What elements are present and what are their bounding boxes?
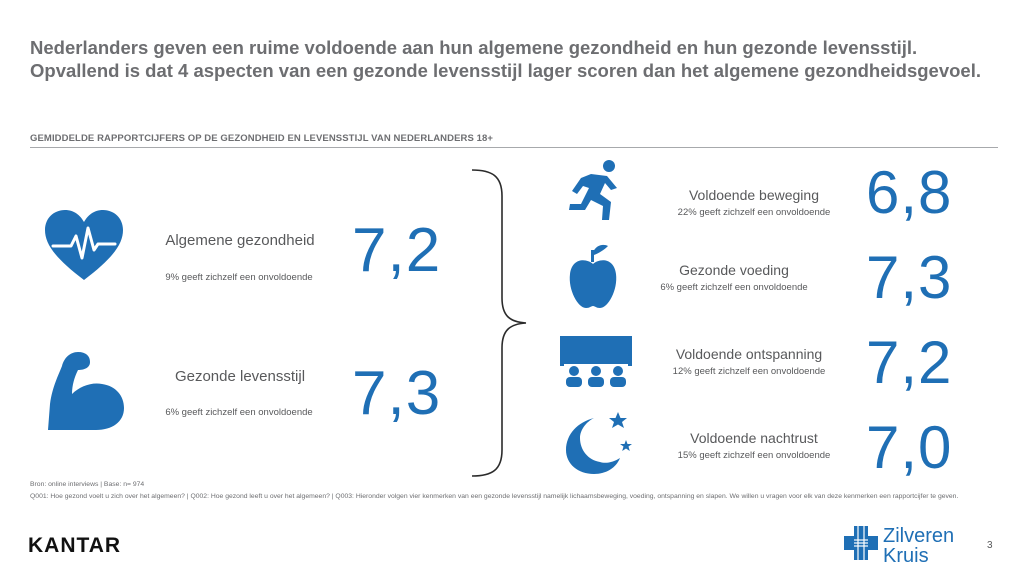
left-item-2-note: 6% geeft zichzelf een onvoldoende [165, 407, 313, 418]
right-item-3-label: Voldoende ontspanning [675, 346, 823, 362]
right-item-1-note: 22% geeft zichzelf een onvoldoende [677, 207, 831, 218]
right-item-2-score: 7,3 [866, 244, 953, 311]
left-item-2-label: Gezonde levensstijl [174, 368, 306, 385]
grouping-bracket [470, 168, 530, 478]
divider-line [30, 147, 998, 148]
footer-source: Bron: online interviews | Base: n= 974 [30, 481, 145, 488]
kantar-logo: KANTAR [28, 534, 122, 557]
left-item-1-label: Algemene gezondheid [165, 232, 315, 249]
page-number: 3 [987, 540, 993, 551]
left-item-1-note: 9% geeft zichzelf een onvoldoende [165, 272, 313, 283]
left-item-2-score: 7,3 [352, 359, 442, 428]
zilveren-kruis-logo-text [883, 526, 954, 566]
right-item-3-score: 7,2 [866, 329, 953, 396]
right-item-3-note: 12% geeft zichzelf een onvoldoende [672, 366, 826, 377]
headline-line-1: Nederlanders geven een ruime voldoende aan hun algemene gezondheid en hun gezonde levensstijl. [30, 37, 918, 58]
apple-icon [568, 244, 618, 310]
zilveren-kruis-cross-icon [842, 524, 880, 562]
right-item-4-note: 15% geeft zichzelf een onvoldoende [677, 450, 831, 461]
running-person-icon [565, 158, 627, 222]
heart-pulse-icon [45, 210, 123, 282]
zk-line-2: Kruis [883, 545, 929, 567]
right-item-4-label: Voldoende nachtrust [690, 430, 818, 446]
right-item-1-score: 6,8 [866, 159, 953, 226]
footer-questions: Q001: Hoe gezond voelt u zich over het algemeen? | Q002: Hoe gezond leeft u over het algemeen? | Q003: Hieronder volgen vier kenmerken van een gezonde levensstijl namelijk lichaamsbeweging, voeding, ontspanning en slapen. We willen u vragen voor elk van deze kenmerken een rapportcijfer te geven. [30, 493, 959, 500]
right-item-4-score: 7,0 [866, 414, 953, 481]
right-item-1-label: Voldoende beweging [688, 187, 819, 203]
headline-line-2: Opvallend is dat 4 aspecten van een gezonde levensstijl lager scoren dan het algemene gezondheidsgevoel. [30, 60, 981, 81]
page-headline [30, 36, 1010, 82]
flexed-arm-icon [44, 348, 126, 432]
cinema-audience-icon [560, 334, 632, 390]
right-item-2-note: 6% geeft zichzelf een onvoldoende [660, 282, 808, 293]
zk-line-1: Zilveren [883, 525, 955, 547]
left-item-1-score: 7,2 [352, 216, 442, 285]
right-item-2-label: Gezonde voeding [679, 262, 789, 278]
moon-stars-icon [560, 410, 634, 476]
section-subtitle: GEMIDDELDE RAPPORTCIJFERS OP DE GEZONDHEID EN LEVENSSTIJL VAN NEDERLANDERS 18+ [30, 133, 494, 144]
